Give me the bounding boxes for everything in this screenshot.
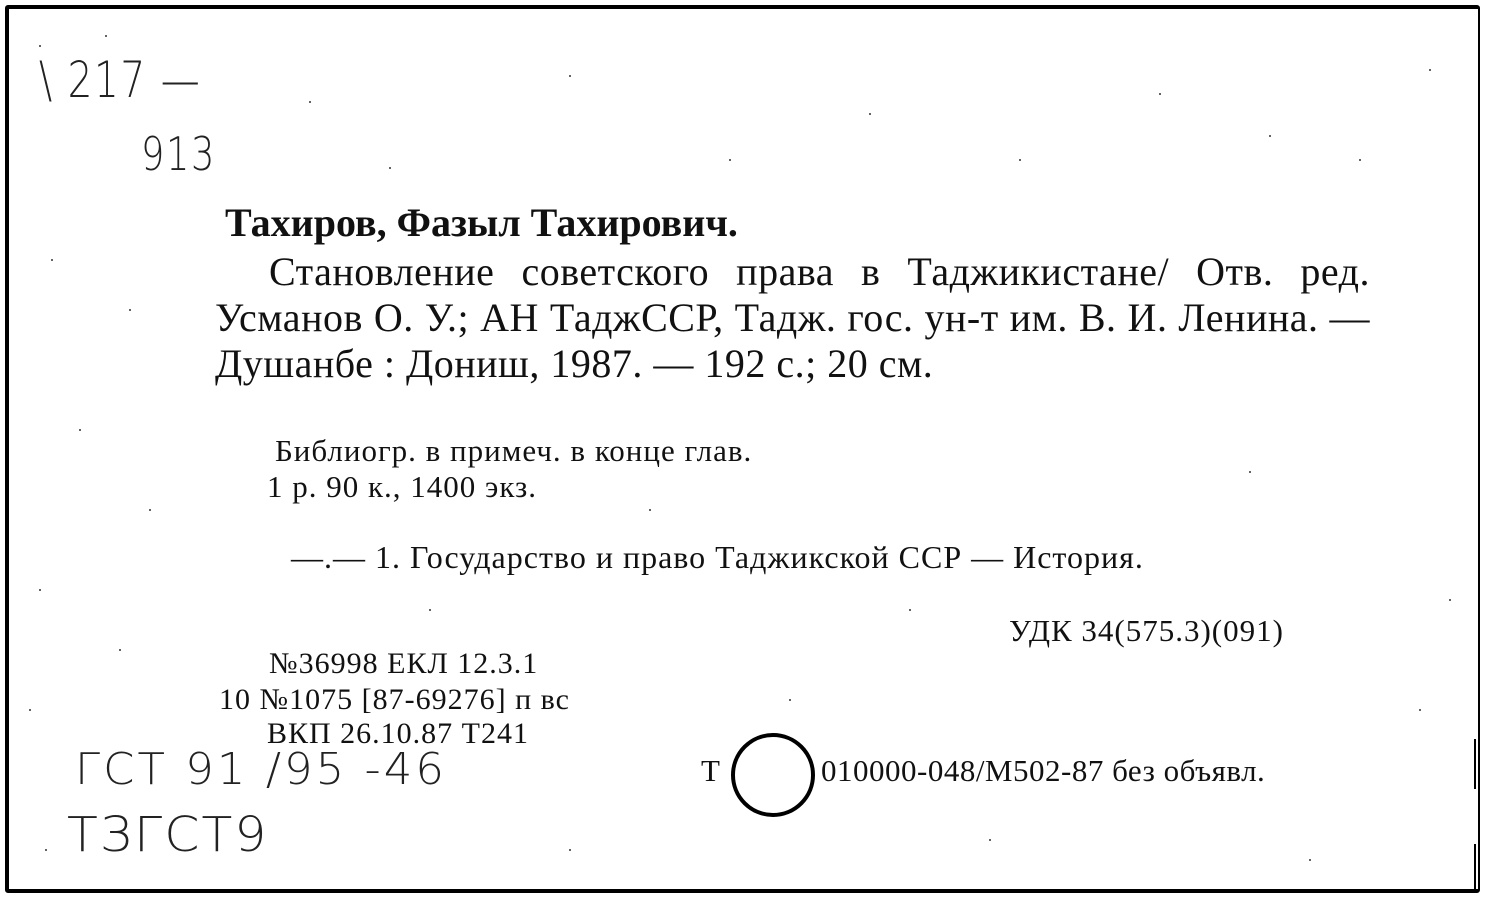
edge-scan-mark: [1474, 739, 1476, 789]
handwritten-shelf-number: 913: [141, 127, 217, 181]
speck: [1249, 471, 1251, 473]
handwritten-inventory-code: ТЗГСТ9: [67, 807, 269, 863]
speck: [729, 159, 731, 161]
speck: [429, 609, 431, 611]
catalog-card: [5, 5, 1480, 893]
subject-heading: —.— 1. Государство и право Таджикской ССР — История.: [291, 539, 1144, 575]
price-and-copies: 1 р. 90 к., 1400 экз.: [267, 469, 538, 504]
speck: [309, 101, 311, 103]
udk-code: УДК 34(575.3)(091): [1009, 613, 1284, 648]
speck: [989, 839, 991, 841]
imprint-letter: Т: [701, 753, 720, 788]
speck: [1359, 159, 1361, 161]
speck: [119, 649, 121, 651]
speck: [649, 509, 651, 511]
title-description: Становление советского права в Таджикистане/ Отв. ред. Усманов О. У.; АН ТаджССР, Тадж. гос. ун-т им. В. И. Ленина. — Душанбе : Дониш, 1987. — 192 с.; 20 см.: [215, 249, 1370, 386]
handwritten-shelf-mark: \ 217 —: [39, 51, 202, 109]
speck: [105, 35, 107, 37]
speck: [51, 259, 53, 261]
speck: [149, 509, 151, 511]
speck: [79, 429, 81, 431]
speck: [1159, 93, 1161, 95]
handwritten-inventory-number: ГСТ 91 /95 -46: [75, 744, 448, 795]
imprint-code: 010000-048/М502-87 без объявл.: [821, 753, 1266, 788]
speck: [389, 167, 391, 169]
speck: [39, 589, 41, 591]
speck: [45, 849, 47, 851]
speck: [1429, 69, 1431, 71]
speck: [1309, 859, 1311, 861]
speck: [1019, 159, 1021, 161]
speck: [789, 699, 791, 701]
circle-stamp: [731, 733, 815, 817]
registration-line: ВКП 26.10.87 Т241: [267, 717, 530, 750]
speck: [1419, 709, 1421, 711]
speck: [39, 45, 41, 47]
registration-line: №36998 ЕКЛ 12.3.1: [269, 647, 539, 680]
speck: [569, 75, 571, 77]
speck: [1269, 135, 1271, 137]
speck: [909, 609, 911, 611]
speck: [29, 709, 31, 711]
registration-line: 10 №1075 [87-69276] п вс: [219, 683, 570, 716]
bibliography-note: Библиогр. в примеч. в конце глав.: [275, 433, 753, 468]
author-heading: Тахиров, Фазыл Тахирович.: [225, 200, 738, 245]
speck: [869, 113, 871, 115]
speck: [569, 849, 571, 851]
speck: [129, 309, 131, 311]
edge-scan-mark: [1474, 844, 1476, 889]
speck: [1449, 599, 1451, 601]
